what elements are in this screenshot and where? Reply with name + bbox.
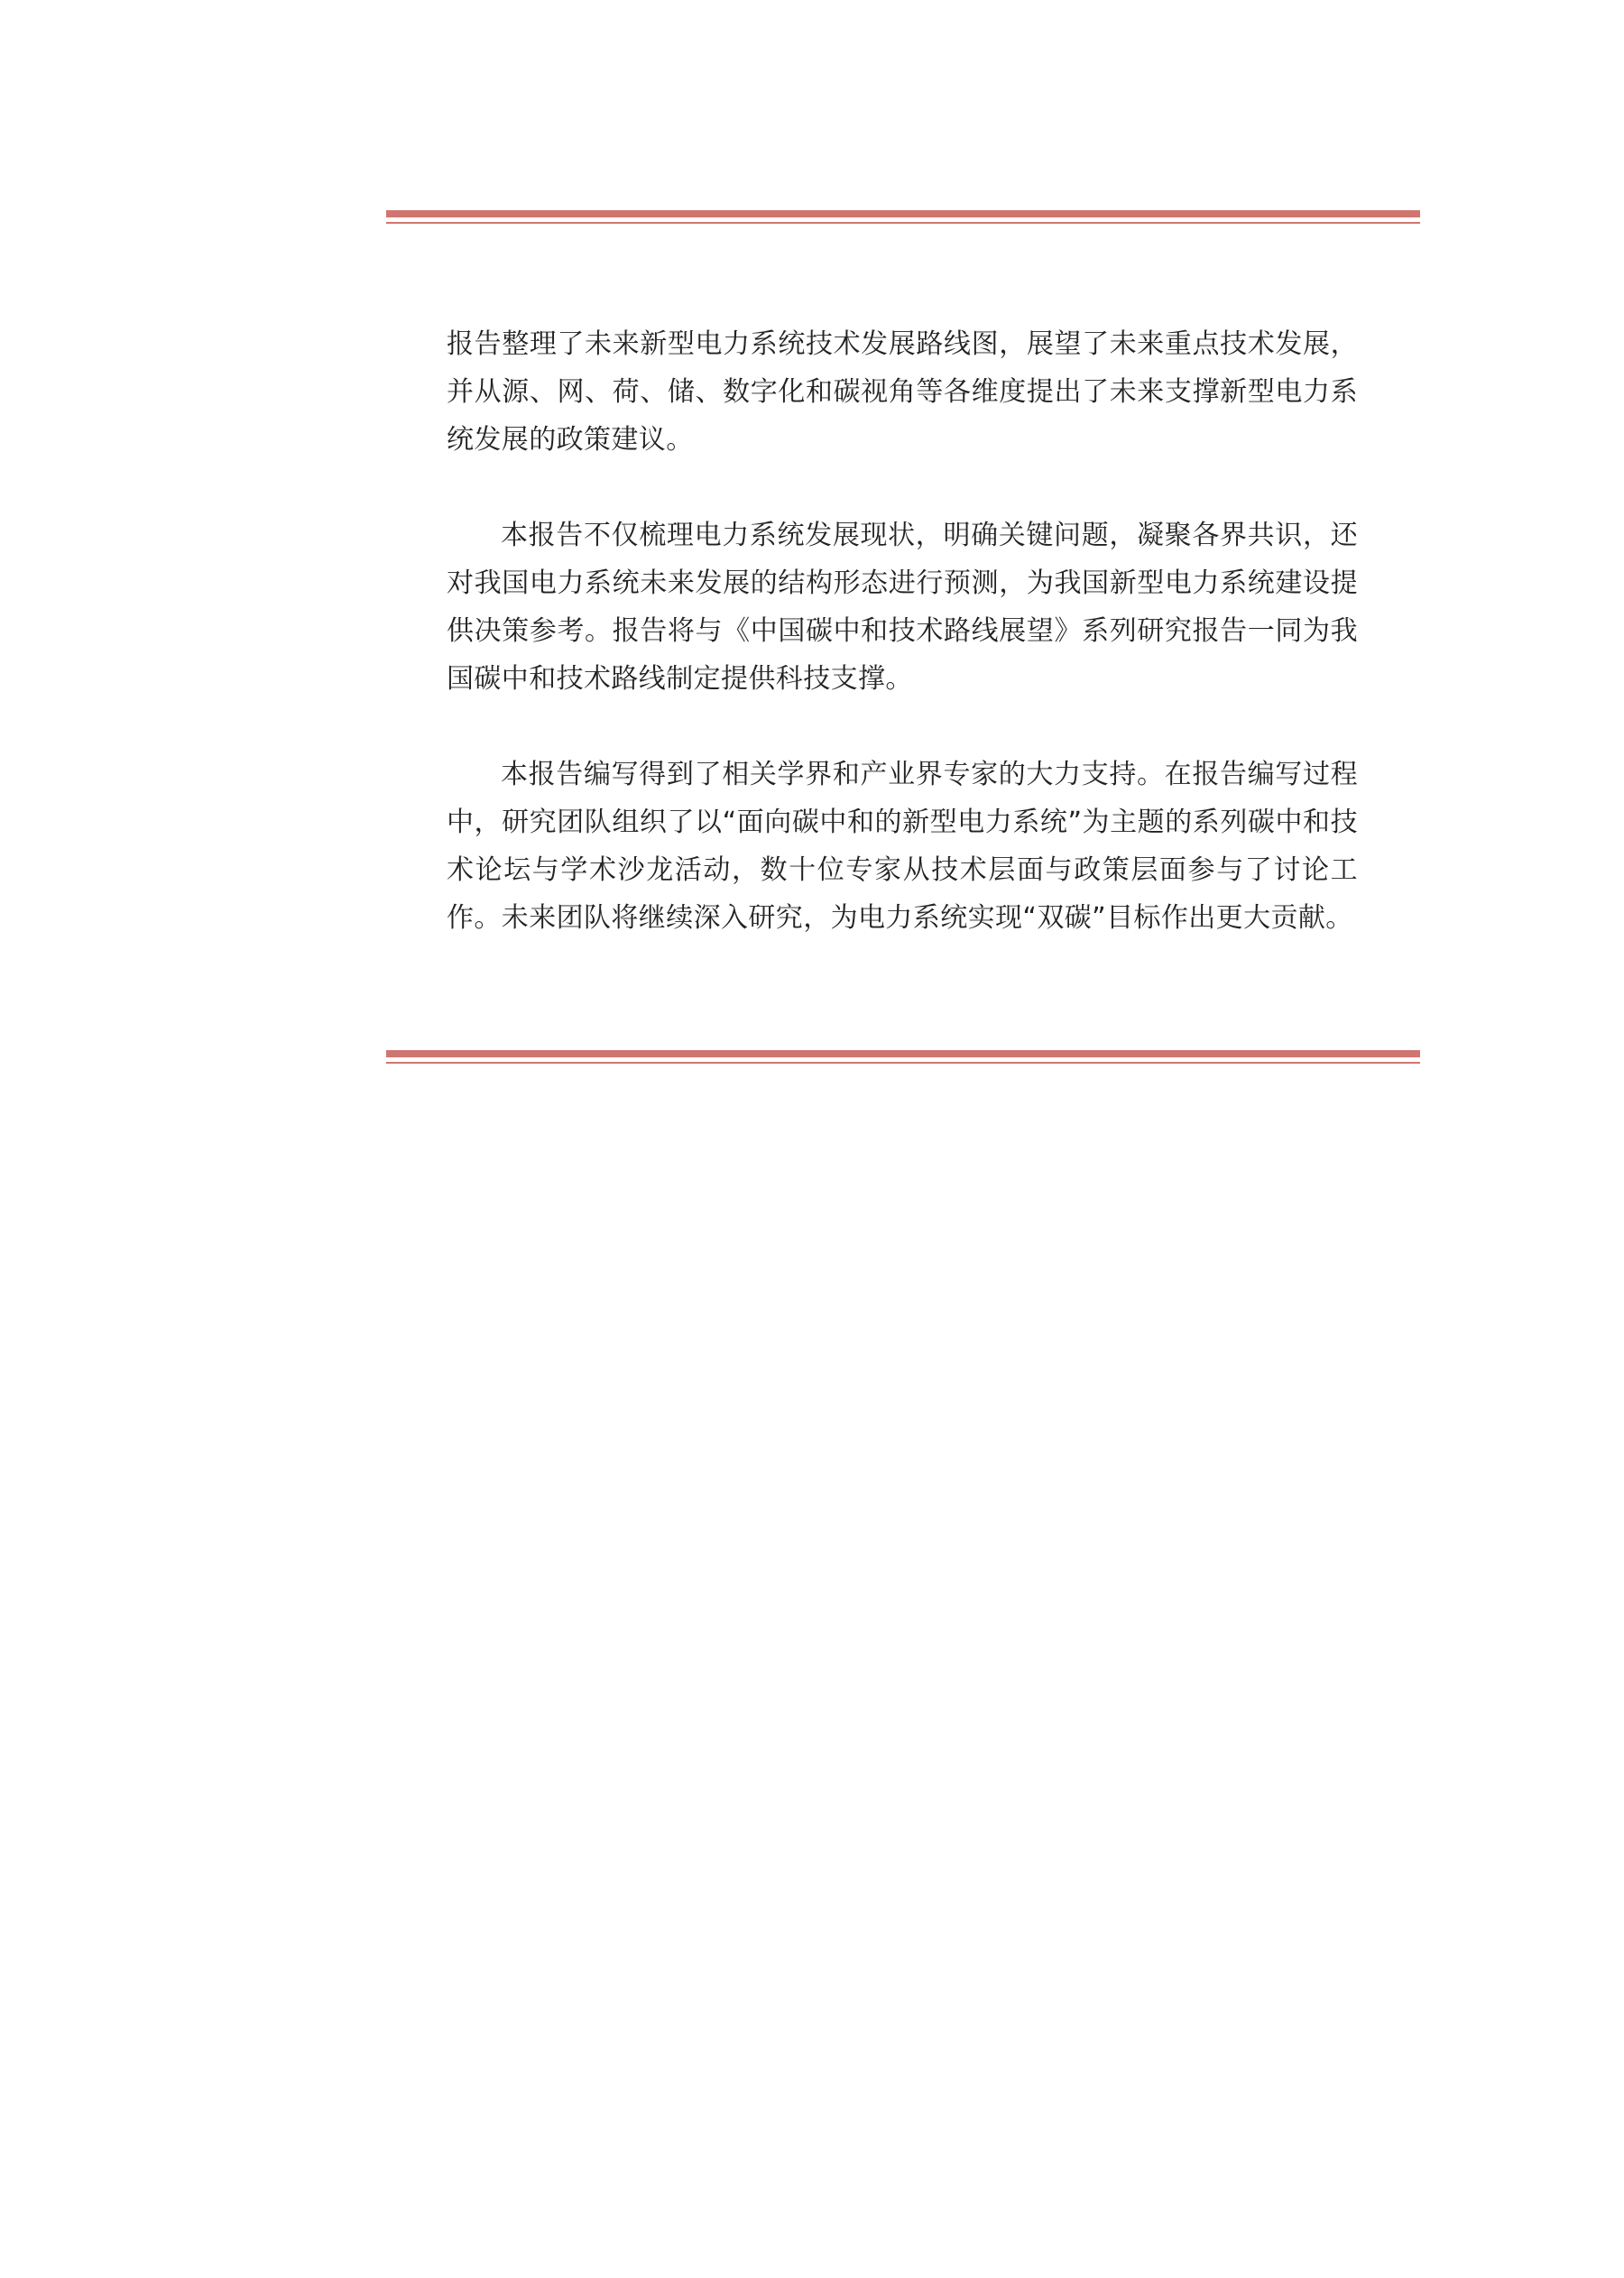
top-divider-thin-line <box>386 222 1420 224</box>
paragraph-policy-suggestions: 报告整理了未来新型电力系统技术发展路线图，展望了未来重点技术发展，并从源、网、荷、储、数字化和碳视角等各维度提出了未来支撑新型电力系统发展的政策建议。 <box>447 328 1358 456</box>
paragraph-report-purpose: 本报告不仅梳理电力系统发展现状，明确关键问题，凝聚各界共识，还对我国电力系统未来发展的结构形态进行预测，为我国新型电力系统建设提供决策参考。报告将与《中国碳中和技术路线展望》系列研究报告一同为我国碳中和技术路线制定提供科技支撑。 <box>447 520 1358 695</box>
bottom-divider-thick-line <box>386 1050 1420 1057</box>
bottom-divider-rule <box>386 1050 1420 1064</box>
top-divider-thick-line <box>386 210 1420 217</box>
paragraph-acknowledgements: 本报告编写得到了相关学界和产业界专家的大力支持。在报告编写过程中，研究团队组织了以“面向碳中和的新型电力系统”为主题的系列碳中和技术论坛与学术沙龙活动，数十位专家从技术层面与政策层面参与了讨论工作。未来团队将继续深入研究，为电力系统实现“双碳”目标作出更大贡献。 <box>447 759 1358 934</box>
top-divider-rule <box>386 210 1420 224</box>
bottom-divider-thin-line <box>386 1062 1420 1064</box>
document-body <box>447 320 1358 942</box>
